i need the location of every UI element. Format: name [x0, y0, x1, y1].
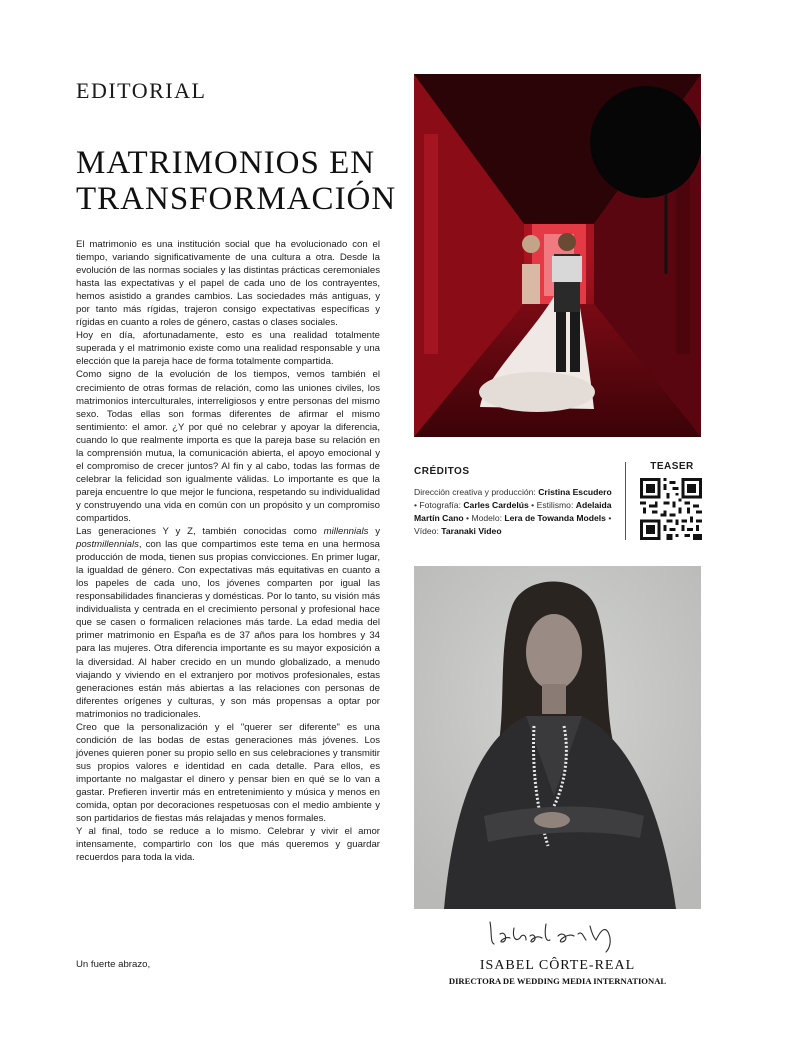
paragraph: Creo que la personalización y el "querer ser diferente" es una condición de las bodas de estas generaciones más jóvenes. Los jóvenes quieren poner su propio sello en sus celebraciones y transmitir sus propios valores e identidad en cada detalle. Para ellos, es importante no malgastar el dinero y pensar bien en qué se lo van a gastar. Prefieren invertir más en entretenimiento y música y menos en comida, optan por decoraciones respetuosas con el medio ambiente y son partidarios de fiestas más relajadas y menos formales. — [76, 721, 380, 825]
credits-text: Dirección creativa y producción: Cristina Escudero • Fotografía: Carles Cardelús • Estilismo: Adelaida Martín Cano • Modelo: Lera de Towanda Models • Vídeo: Taranaki Video — [414, 487, 612, 537]
article-body — [76, 238, 380, 864]
section-label: EDITORIAL — [76, 78, 207, 103]
paragraph: Las generaciones Y y Z, también conocidas como millennials y postmillennials, con las que compartimos este tema en una hermosa producción de moda, tienen sus propias convicciones. En primer lugar, la igualdad de género. Con expectativas más equitativas en cuanto a los papeles de cada uno, los jóvenes comparten por igual las responsabilidades financieras y domésticas. Por lo tanto, su visión más individualista y centrada en el crecimiento personal y profesional hace que se casen o formalicen relaciones más tarde. La edad media del primer matrimonio en España es de 37 años para los hombres y 34 para las mujeres. Otra diferencia importante es su mayor exposición a la diversidad. Al haber crecido en un mundo globalizado, a menudo viajando y viviendo en el extranjero por motivos profesionales, estas generaciones están más abiertas a las relaciones con personas de diferentes orígenes y culturas, y son más propensas a optar por matrimonios no tradicionales. — [76, 526, 380, 720]
qr-code-icon[interactable] — [640, 478, 702, 540]
credits-divider — [625, 462, 626, 540]
signature-image — [486, 912, 622, 956]
teaser-heading: TEASER — [650, 461, 694, 472]
article-title: MATRIMONIOS EN TRANSFORMACIÓN — [76, 145, 397, 217]
credits-heading: CRÉDITOS — [414, 466, 470, 477]
author-role: DIRECTORA DE WEDDING MEDIA INTERNATIONAL — [448, 976, 667, 986]
paragraph: El matrimonio es una institución social que ha evolucionado con el tiempo, variando significativamente de una cultura a otra. Desde la evolución de las normas sociales y las distintas prácticas ceremoniales hasta las expectativas y el papel de cada uno de los contrayentes, hemos asistido a grandes cambios. Las sociedades más antiguas, y por tanto más rígidas, trajeron consigo expectativas específicas y rígidas en cuanto a roles de género, castas o clases sociales. — [76, 239, 380, 329]
closing-line: Un fuerte abrazo, — [76, 959, 151, 970]
wedding-corridor-photo — [414, 74, 701, 437]
author-name: ISABEL CÔRTE-REAL — [479, 958, 636, 973]
paragraph: Hoy en día, afortunadamente, esto es una realidad totalmente superada y el matrimonio existe como una realidad responsable y una elección que la pareja hace de forma totalmente compartida. — [76, 330, 380, 368]
paragraph: Como signo de la evolución de los tiempos, vemos también el crecimiento de otras formas de relación, como las uniones civiles, los matrimonios interculturales, interreligiosos y entre personas del mismo sexo. Todas ellas son formas diferentes de afirmar el mismo sentimiento: el amor. ¿Y por qué no celebrar y apoyar la diferencia, cuando lo que realmente importa es que la pareja base su relación en la comprensión mutua, la comunicación abierta, el apoyo emocional y el compromiso de crecer juntos? Al fin y al cabo, todas las formas de celebrar la felicidad son igualmente válidas. Lo importante es que la pareja encuentre lo que mejor le funciona, respetando su individualidad y construyendo una vida en común con un propósito y un compromiso compartidos. — [76, 369, 380, 524]
paragraph: Y al final, todo se reduce a lo mismo. Celebrar y vivir el amor intensamente, compartirlo con los que más queremos y guardar recuerdos para toda la vida. — [76, 826, 380, 864]
author-portrait-photo — [414, 566, 701, 909]
